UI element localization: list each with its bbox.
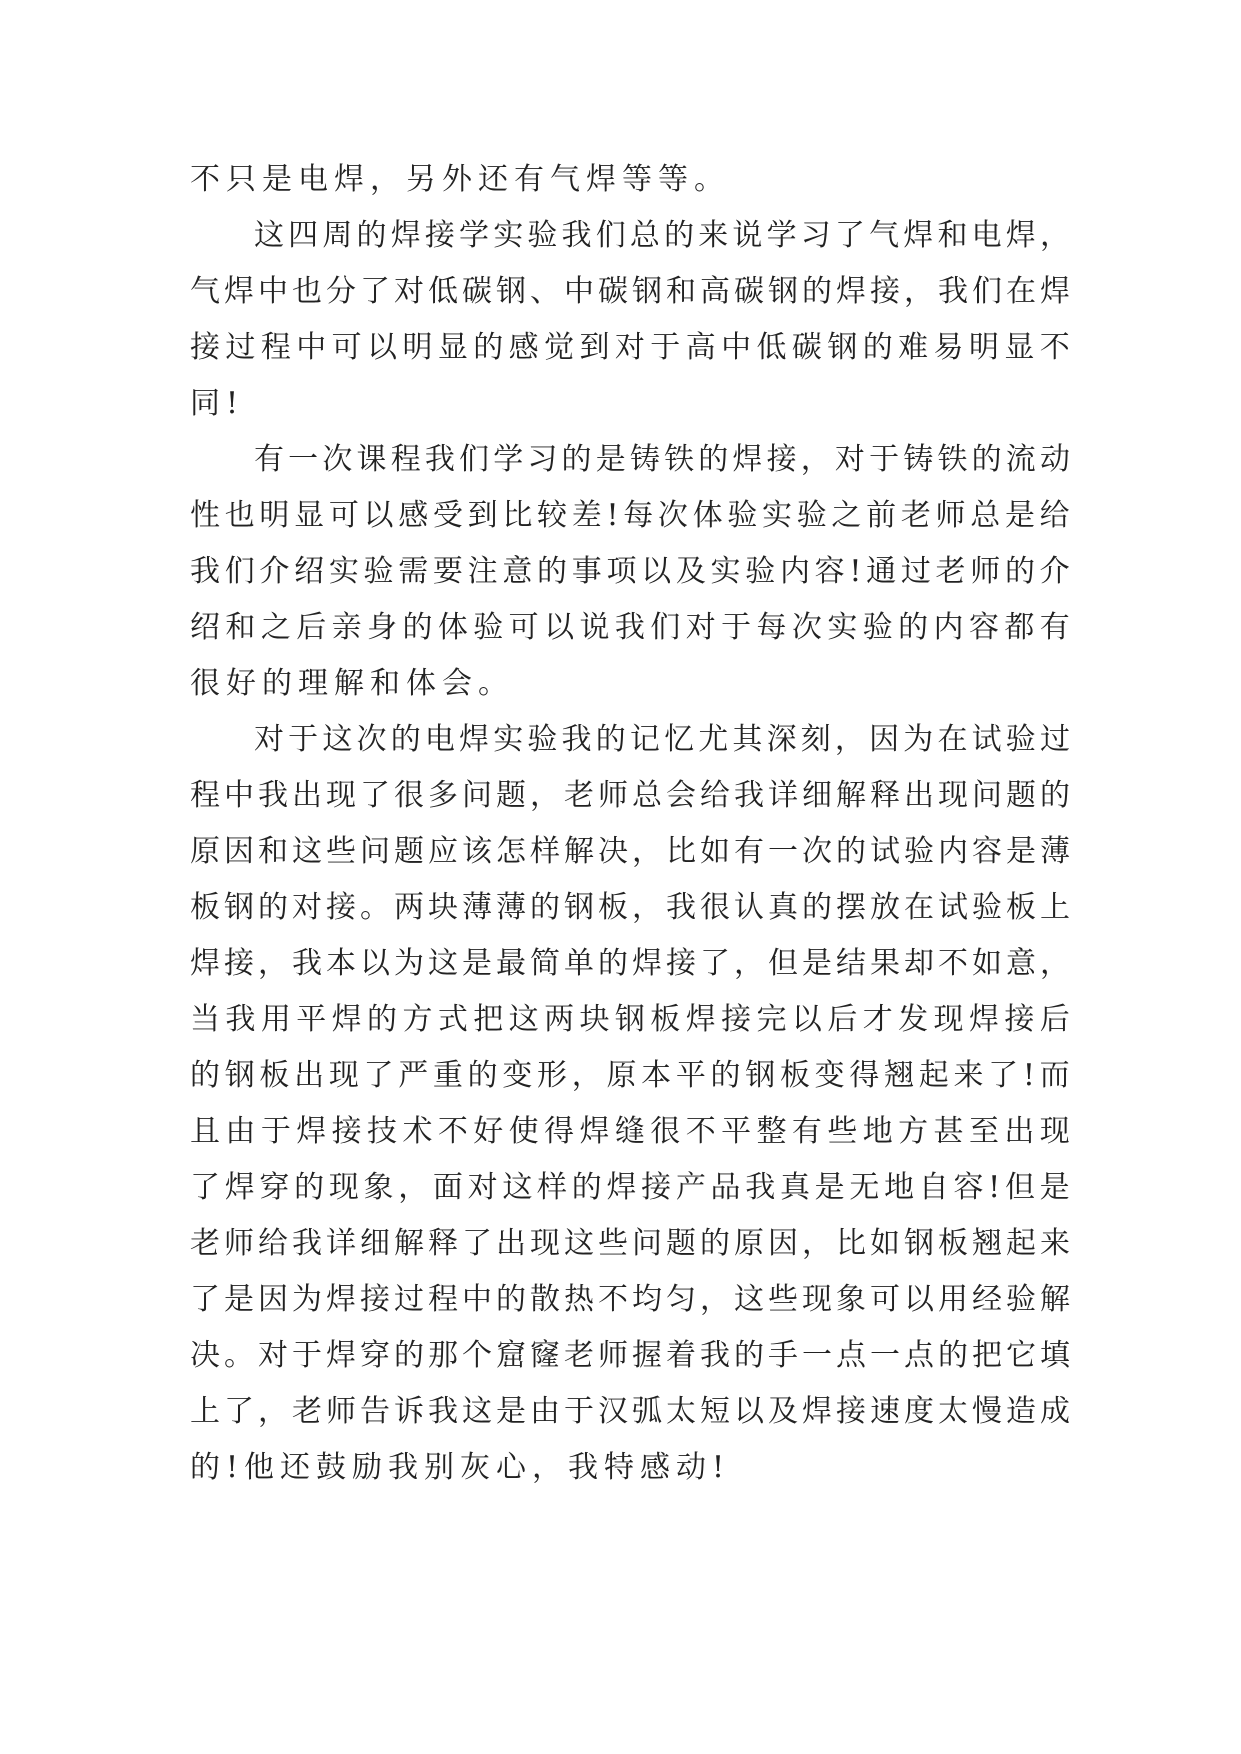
text-line: 绍 和 之 后 亲 身 的 体 验 可 以 说 我 们 对 于 每 次 实 验 的 内 容 都 有 [190,610,1070,645]
text-line: 气 焊 中 也 分 了 对 低 碳 钢 、 中 碳 钢 和 高 碳 钢 的 焊 接 ， 我 们 在 焊 [190,274,1070,309]
text-line: 对 于 这 次 的 电 焊 实 验 我 的 记 忆 尤 其 深 刻 ， 因 为 在 试 验 过 [254,722,1070,757]
text-line: 的 钢 板 出 现 了 严 重 的 变 形 ， 原 本 平 的 钢 板 变 得 翘 起 来 了 ! 而 [190,1058,1070,1093]
text-line: 的!他还鼓励我别灰心，我特感动! [190,1450,731,1485]
text-line: 程 中 我 出 现 了 很 多 问 题 ， 老 师 总 会 给 我 详 细 解 释 出 现 问 题 的 [190,778,1070,813]
paragraph [190,432,1070,712]
paragraph [190,208,1070,432]
text-line: 了 是 因 为 焊 接 过 程 中 的 散 热 不 均 匀 ， 这 些 现 象 可 以 用 经 验 解 [190,1282,1070,1317]
text-line: 接 过 程 中 可 以 明 显 的 感 觉 到 对 于 高 中 低 碳 钢 的 难 易 明 显 不 [190,330,1070,365]
text-line: 很好的理解和体会。 [190,666,514,701]
text-line: 这 四 周 的 焊 接 学 实 验 我 们 总 的 来 说 学 习 了 气 焊 和 电 焊 ， [254,218,1070,253]
text-line: 不只是电焊，另外还有气焊等等。 [190,162,730,197]
text-line: 同! [190,386,245,421]
text-line: 性 也 明 显 可 以 感 受 到 比 较 差 ! 每 次 体 验 实 验 之 前 老 师 总 是 给 [190,498,1070,533]
paragraph [190,152,1070,208]
text-line: 有 一 次 课 程 我 们 学 习 的 是 铸 铁 的 焊 接 ， 对 于 铸 铁 的 流 动 [254,442,1070,477]
document-body [190,152,1070,1496]
paragraph [190,712,1070,1496]
text-line: 原 因 和 这 些 问 题 应 该 怎 样 解 决 ， 比 如 有 一 次 的 试 验 内 容 是 薄 [190,834,1070,869]
text-line: 上 了 ， 老 师 告 诉 我 这 是 由 于 汉 弧 太 短 以 及 焊 接 速 度 太 慢 造 成 [190,1394,1070,1429]
text-line: 老 师 给 我 详 细 解 释 了 出 现 这 些 问 题 的 原 因 ， 比 如 钢 板 翘 起 来 [190,1226,1070,1261]
text-line: 我 们 介 绍 实 验 需 要 注 意 的 事 项 以 及 实 验 内 容 ! 通 过 老 师 的 介 [190,554,1070,589]
text-line: 了 焊 穿 的 现 象 ， 面 对 这 样 的 焊 接 产 品 我 真 是 无 地 自 容 ! 但 是 [190,1170,1070,1205]
text-line: 且 由 于 焊 接 技 术 不 好 使 得 焊 缝 很 不 平 整 有 些 地 方 甚 至 出 现 [190,1114,1070,1149]
text-line: 决 。 对 于 焊 穿 的 那 个 窟 窿 老 师 握 着 我 的 手 一 点 一 点 的 把 它 填 [190,1338,1070,1373]
text-line: 板 钢 的 对 接 。 两 块 薄 薄 的 钢 板 ， 我 很 认 真 的 摆 放 在 试 验 板 上 [190,890,1070,925]
text-line: 当 我 用 平 焊 的 方 式 把 这 两 块 钢 板 焊 接 完 以 后 才 发 现 焊 接 后 [190,1002,1070,1037]
text-line: 焊 接 ， 我 本 以 为 这 是 最 简 单 的 焊 接 了 ， 但 是 结 果 却 不 如 意 ， [190,946,1070,981]
